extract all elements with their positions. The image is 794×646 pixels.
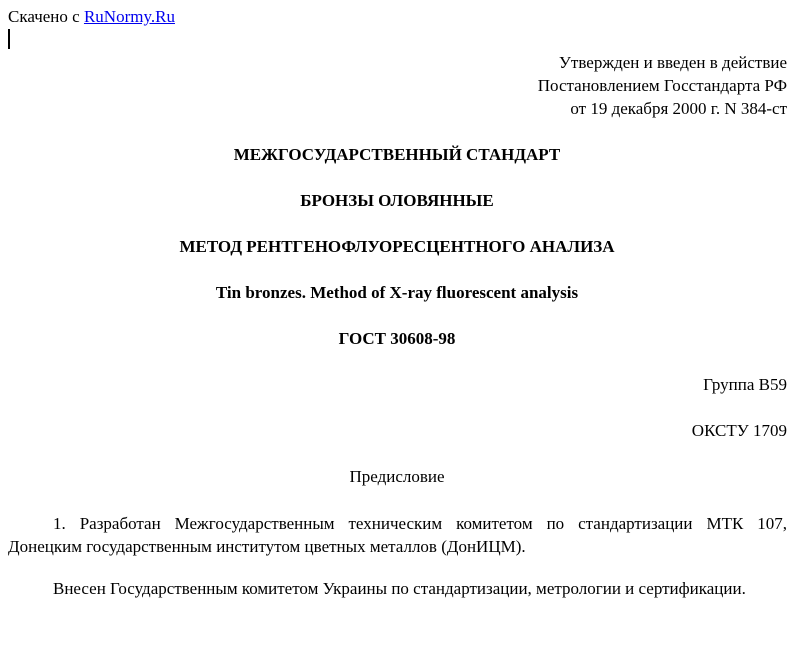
group-code: Группа В59 [703,375,787,394]
approval-line-3: от 19 декабря 2000 г. N 384-ст [570,99,787,118]
approval-line-2: Постановлением Госстандарта РФ [537,76,787,95]
english-title: Tin bronzes. Method of X-ray fluorescent analysis [215,283,579,302]
source-line [8,5,175,28]
text-cursor [8,29,10,49]
gost-number: ГОСТ 30608-98 [338,329,456,348]
preface-paragraph-2: Внесен Государственным комитетом Украины по стандартизации, метрологии и сертификации. [53,579,746,598]
preface-heading: Предисловие [349,467,445,486]
document-subtitle: МЕТОД РЕНТГЕНОФЛУОРЕСЦЕНТНОГО АНАЛИЗА [179,237,615,256]
runormy-link[interactable]: RuNormy.Ru [83,7,175,26]
preface-paragraph-1: 1. Разработан Межгосударственным техническим комитетом по стандартизации МТК 107, Донецким государственным институтом цветных металлов (ДонИЦМ). [8,514,787,556]
standard-type-heading: МЕЖГОСУДАРСТВЕННЫЙ СТАНДАРТ [233,145,561,164]
okstu-code: ОКСТУ 1709 [691,421,787,440]
approval-block [538,51,787,120]
source-prefix: Скачено с [8,7,80,26]
document-title: БРОНЗЫ ОЛОВЯННЫЕ [300,191,494,210]
approval-line-1: Утвержден и введен в действие [558,53,787,72]
